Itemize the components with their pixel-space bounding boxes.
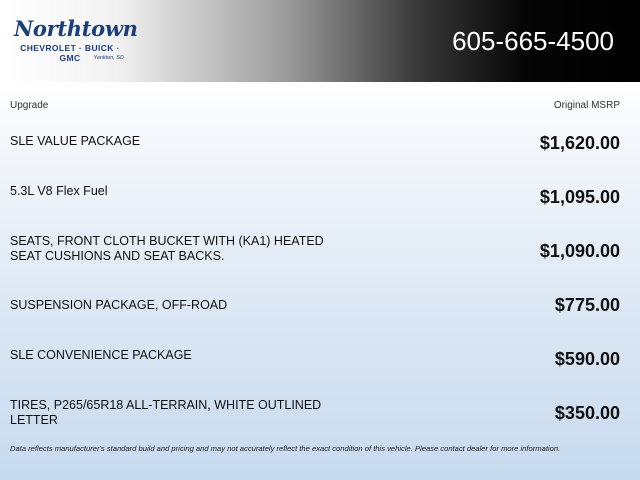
dealer-phone[interactable]: 605-665-4500 bbox=[452, 26, 614, 56]
disclaimer-text: Data reflects manufacturer's standard build and pricing and may not accurately reflect the exact condition of this vehicle. Please contact dealer for more information. bbox=[10, 444, 561, 453]
upgrade-price: $775.00 bbox=[554, 295, 620, 315]
upgrade-price: $350.00 bbox=[554, 403, 620, 423]
upgrade-price: $1,095.00 bbox=[539, 187, 620, 207]
table-row bbox=[0, 295, 640, 352]
header-banner bbox=[0, 0, 640, 82]
logo-dealer-name: Northtown bbox=[14, 16, 138, 41]
upgrade-price: $590.00 bbox=[554, 349, 620, 369]
table-row bbox=[0, 348, 640, 402]
upgrade-name: SUSPENSION PACKAGE, OFF-ROAD bbox=[10, 298, 228, 312]
logo-city: Yankton, SD bbox=[93, 55, 124, 61]
upgrade-name: TIRES, P265/65R18 ALL-TERRAIN, WHITE OUTLINED LETTER bbox=[10, 398, 322, 427]
upgrade-name: SLE CONVENIENCE PACKAGE bbox=[10, 348, 192, 362]
table-row bbox=[0, 134, 640, 188]
column-header-upgrade: Upgrade bbox=[10, 100, 49, 111]
upgrade-price: $1,620.00 bbox=[539, 133, 620, 153]
table-row bbox=[0, 184, 640, 238]
column-header-msrp: Original MSRP bbox=[553, 100, 620, 111]
table-row bbox=[0, 234, 640, 288]
upgrade-name: SLE VALUE PACKAGE bbox=[10, 134, 141, 148]
logo-brands: CHEVROLET · BUICK · GMC bbox=[20, 43, 120, 63]
dealer-logo[interactable] bbox=[12, 16, 138, 66]
upgrade-name: 5.3L V8 Flex Fuel bbox=[10, 184, 108, 198]
upgrade-price: $1,090.00 bbox=[539, 241, 620, 261]
upgrade-name: SEATS, FRONT CLOTH BUCKET WITH (KA1) HEATED SEAT CUSHIONS AND SEAT BACKS. bbox=[10, 234, 324, 263]
